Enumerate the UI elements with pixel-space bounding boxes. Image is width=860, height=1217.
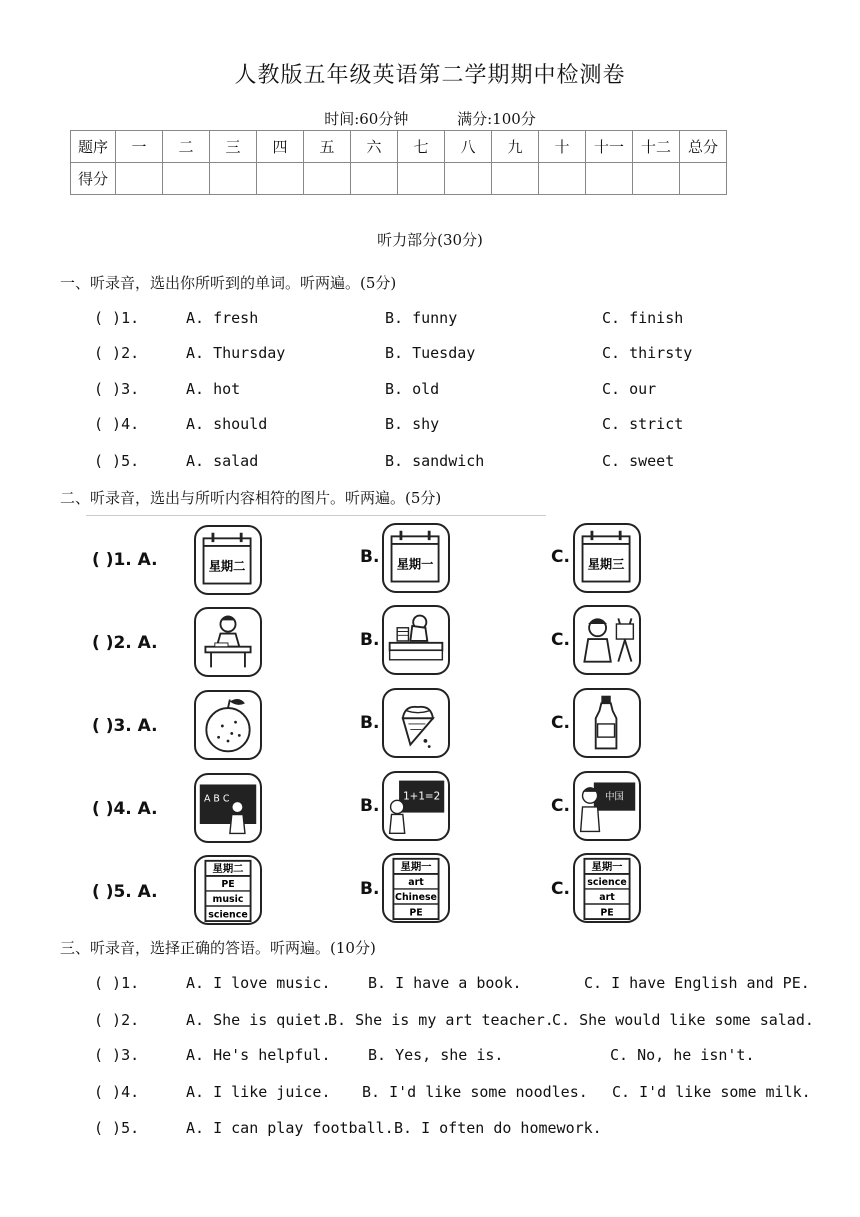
question-number: ( )5. bbox=[94, 452, 140, 470]
option-a: A. He's helpful. bbox=[186, 1046, 331, 1064]
option-a: A. hot bbox=[186, 380, 241, 398]
option-c-label: C. bbox=[551, 547, 570, 567]
question-number: ( )1. bbox=[94, 309, 140, 327]
schedule-subject: science bbox=[587, 877, 627, 889]
divider bbox=[86, 515, 546, 516]
score-blank[interactable] bbox=[445, 163, 492, 195]
score-cell: 五 bbox=[304, 131, 351, 163]
schedule-subject: art bbox=[408, 877, 424, 889]
score-blank[interactable] bbox=[163, 163, 210, 195]
option-b-label: B. bbox=[360, 547, 380, 567]
option-b: B. Yes, she is. bbox=[368, 1046, 504, 1064]
question-number: ( )3. bbox=[94, 1046, 140, 1064]
board-text: 1+1=2 bbox=[403, 790, 441, 803]
calendar-picture-b[interactable] bbox=[382, 523, 450, 593]
schedule-subject: music bbox=[212, 894, 244, 906]
score-cell: 一 bbox=[116, 131, 163, 163]
option-b: B. old bbox=[385, 380, 440, 398]
option-b-label: B. bbox=[360, 630, 380, 650]
board-text: 中国 bbox=[605, 791, 624, 803]
option-a: A. Thursday bbox=[186, 344, 286, 362]
option-b: B. I have a book. bbox=[368, 974, 522, 992]
chinese-teacher-picture-c[interactable] bbox=[573, 771, 641, 841]
calendar-picture-c[interactable] bbox=[573, 523, 641, 593]
question-number: ( )4. bbox=[94, 415, 140, 433]
score-cell: 三 bbox=[210, 131, 257, 163]
score-label: 得分 bbox=[71, 163, 116, 195]
calendar-label: 星期三 bbox=[587, 557, 625, 572]
score-blank[interactable] bbox=[492, 163, 539, 195]
option-b-label: B. bbox=[360, 879, 380, 899]
painting-picture-c[interactable] bbox=[573, 605, 641, 675]
option-b: B. I often do homework. bbox=[394, 1119, 602, 1137]
schedule-subject: PE bbox=[600, 907, 614, 919]
score-blank[interactable] bbox=[304, 163, 351, 195]
exam-full-score: 满分:100分 bbox=[457, 110, 536, 128]
score-cell: 总分 bbox=[680, 131, 727, 163]
schedule-subject: PE bbox=[221, 879, 235, 891]
score-table-score-row bbox=[71, 163, 727, 195]
option-b: B. shy bbox=[385, 415, 440, 433]
question-number: ( )2. A. bbox=[92, 633, 158, 653]
option-c: C. I'd like some milk. bbox=[612, 1083, 811, 1101]
schedule-day: 星期二 bbox=[212, 863, 244, 876]
option-c-label: C. bbox=[551, 879, 570, 899]
option-a: A. I can play football. bbox=[186, 1119, 394, 1137]
exam-meta bbox=[0, 108, 860, 129]
option-c: C. She would like some salad. bbox=[552, 1011, 814, 1029]
score-cell: 十一 bbox=[586, 131, 633, 163]
score-table bbox=[70, 130, 727, 195]
score-blank[interactable] bbox=[586, 163, 633, 195]
option-a: A. She is quiet. bbox=[186, 1011, 331, 1029]
option-b: B. sandwich bbox=[385, 452, 485, 470]
score-blank[interactable] bbox=[210, 163, 257, 195]
schedule-picture-c[interactable] bbox=[573, 853, 641, 923]
schedule-subject: PE bbox=[409, 907, 423, 919]
option-c-label: C. bbox=[551, 713, 570, 733]
english-teacher-picture-a[interactable] bbox=[194, 773, 262, 843]
schedule-picture-b[interactable] bbox=[382, 853, 450, 923]
reading-picture-b[interactable] bbox=[382, 605, 450, 675]
score-blank[interactable] bbox=[680, 163, 727, 195]
section1-title: 一、听录音，选出你所听到的单词。听两遍。(5分) bbox=[60, 274, 397, 292]
option-c: C. No, he isn't. bbox=[610, 1046, 755, 1064]
score-cell: 九 bbox=[492, 131, 539, 163]
score-blank[interactable] bbox=[539, 163, 586, 195]
score-cell: 二 bbox=[163, 131, 210, 163]
question-number: ( )1. A. bbox=[92, 550, 158, 570]
option-c: C. finish bbox=[602, 309, 684, 327]
listening-header: 听力部分(30分) bbox=[377, 231, 483, 249]
question-number: ( )2. bbox=[94, 1011, 140, 1029]
section2-title: 二、听录音，选出与所听内容相符的图片。听两遍。(5分) bbox=[60, 489, 442, 507]
score-blank[interactable] bbox=[116, 163, 163, 195]
score-blank[interactable] bbox=[351, 163, 398, 195]
calendar-label: 星期一 bbox=[396, 557, 434, 572]
orange-picture-a[interactable] bbox=[194, 690, 262, 760]
score-cell: 四 bbox=[257, 131, 304, 163]
question-number: ( )3. A. bbox=[92, 716, 158, 736]
math-teacher-picture-b[interactable] bbox=[382, 771, 450, 841]
score-cell: 六 bbox=[351, 131, 398, 163]
page-title: 人教版五年级英语第二学期期中检测卷 bbox=[234, 63, 626, 88]
option-c-label: C. bbox=[551, 796, 570, 816]
calendar-label: 星期二 bbox=[208, 559, 246, 574]
option-c: C. thirsty bbox=[602, 344, 693, 362]
exam-time: 时间:60分钟 bbox=[324, 110, 409, 128]
score-cell: 八 bbox=[445, 131, 492, 163]
option-b: B. I'd like some noodles. bbox=[362, 1083, 588, 1101]
schedule-subject: Chinese bbox=[395, 892, 437, 904]
score-cell: 题序 bbox=[71, 131, 116, 163]
option-b: B. Tuesday bbox=[385, 344, 476, 362]
section3-title: 三、听录音，选择正确的答语。听两遍。(10分) bbox=[60, 939, 376, 957]
question-number: ( )3. bbox=[94, 380, 140, 398]
option-b-label: B. bbox=[360, 796, 380, 816]
option-a: A. should bbox=[186, 415, 268, 433]
score-table-header-row bbox=[71, 131, 727, 163]
option-a: A. I love music. bbox=[186, 974, 331, 992]
score-cell: 七 bbox=[398, 131, 445, 163]
option-c: C. strict bbox=[602, 415, 684, 433]
ice-cream-picture-b[interactable] bbox=[382, 688, 450, 758]
writing-picture-a[interactable] bbox=[194, 607, 262, 677]
option-a: A. salad bbox=[186, 452, 259, 470]
score-blank[interactable] bbox=[257, 163, 304, 195]
option-c-label: C. bbox=[551, 630, 570, 650]
question-number: ( )5. A. bbox=[92, 882, 158, 902]
question-number: ( )4. A. bbox=[92, 799, 158, 819]
question-number: ( )2. bbox=[94, 344, 140, 362]
schedule-day: 星期一 bbox=[400, 861, 432, 874]
option-c: C. our bbox=[602, 380, 657, 398]
score-blank[interactable] bbox=[398, 163, 445, 195]
schedule-subject: science bbox=[208, 909, 248, 921]
question-number: ( )5. bbox=[94, 1119, 140, 1137]
option-c: C. I have English and PE. bbox=[584, 974, 810, 992]
schedule-subject: art bbox=[599, 892, 615, 904]
option-b: B. funny bbox=[385, 309, 458, 327]
option-c: C. sweet bbox=[602, 452, 675, 470]
calendar-picture-a[interactable] bbox=[194, 525, 262, 595]
option-a: A. I like juice. bbox=[186, 1083, 331, 1101]
score-blank[interactable] bbox=[633, 163, 680, 195]
question-number: ( )1. bbox=[94, 974, 140, 992]
option-b-label: B. bbox=[360, 713, 380, 733]
score-cell: 十二 bbox=[633, 131, 680, 163]
option-b: B. She is my art teacher. bbox=[328, 1011, 554, 1029]
schedule-day: 星期一 bbox=[591, 861, 623, 874]
option-a: A. fresh bbox=[186, 309, 259, 327]
board-text: A B C bbox=[203, 793, 230, 805]
question-number: ( )4. bbox=[94, 1083, 140, 1101]
bottle-picture-c[interactable] bbox=[573, 688, 641, 758]
schedule-picture-a[interactable] bbox=[194, 855, 262, 925]
score-cell: 十 bbox=[539, 131, 586, 163]
